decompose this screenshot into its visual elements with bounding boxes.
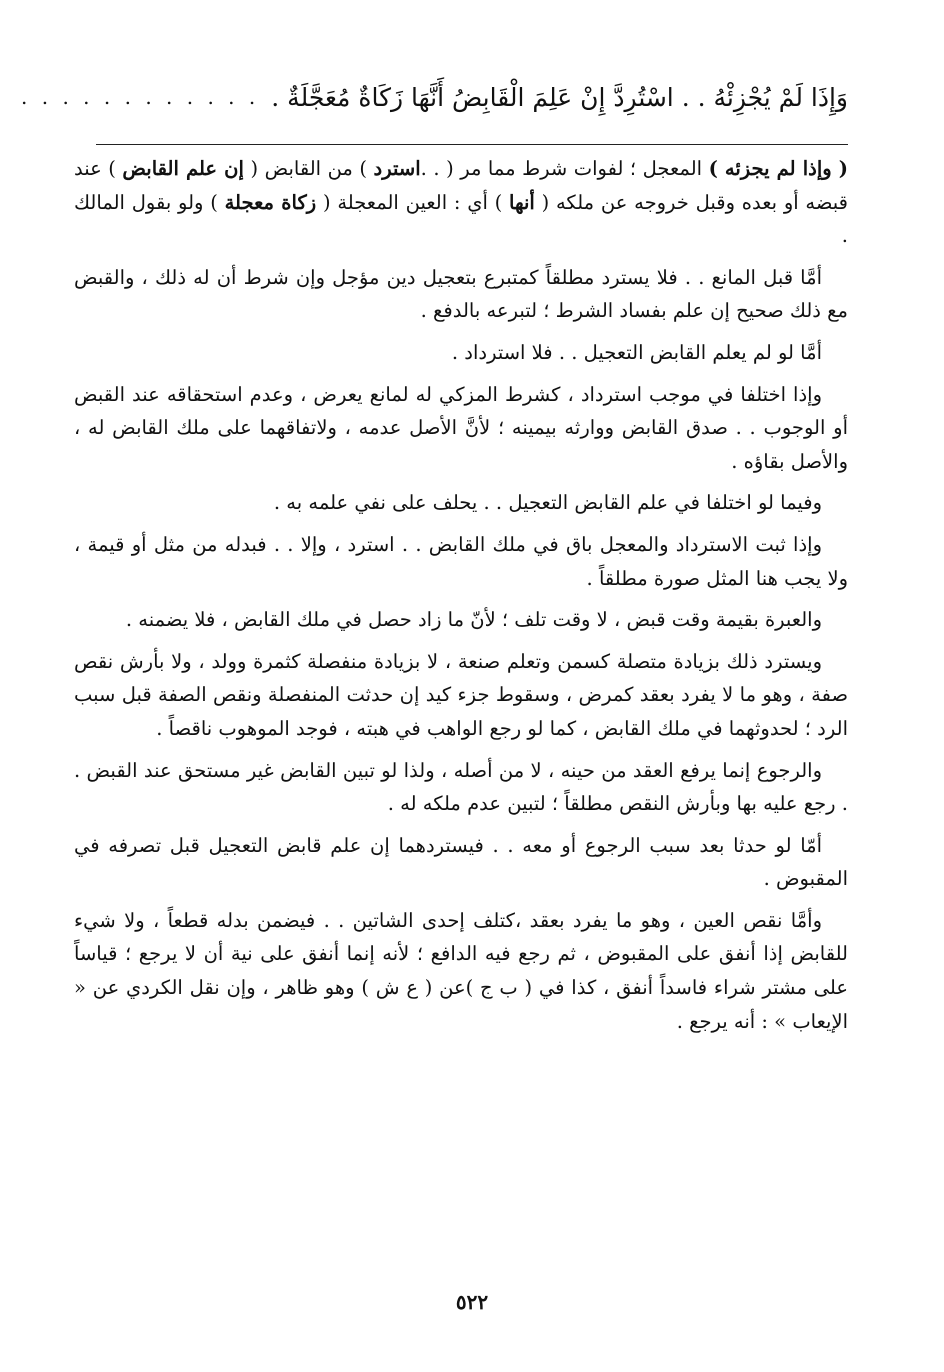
commentary-text: ) ولو بقول المالك .	[74, 190, 848, 248]
paragraph-7: والعبرة بقيمة وقت قبض ، لا وقت تلف ؛ لأنّ ما زاد حصل في ملك القابض ، فلا يضمنه .	[125, 608, 822, 632]
paragraph-8: ويسترد ذلك بزيادة متصلة كسمن وتعلم صنعة ، لا بزيادة منفصلة كثمرة وولد ، ولا بأرش نقص صفة ، وهو ما لا يفرد بعقد كمرض ، وسقوط جزء كيد إن حدثت المنفصلة ونقص الصفة قبل سبب الرد ؛ لحدوثهما في ملك القابض ، كما لو رجع الواهب في هبته ، فوجد الموهوب ناقصاً .	[74, 649, 848, 740]
paragraph-9: والرجوع إنما يرفع العقد من حينه ، لا من أصله ، ولذا لو تبين القابض غير مستحق عند القبض . . رجع عليه بها وبأرش النقص مطلقاً ؛ لتبين عدم ملكه له .	[74, 758, 848, 816]
matn-quote: ( وإذا لم يجزئه )	[708, 157, 848, 180]
header-title: وَإِذَا لَمْ يُجْزِئْهُ . . اسْتُرِدَّ إِنْ عَلِمَ الْقَابِضُ أَنَّهَا زَكَاةٌ مُعَجَّلَةٌ .	[271, 82, 848, 112]
paragraph-10: أمّا لو حدثا بعد سبب الرجوع أو معه . . فيستردهما إن علم قابض التعجيل قبل تصرفه في المقبوض .	[74, 833, 848, 891]
commentary-text: المعجل ؛ لفوات شرط مما مر ( . .	[420, 157, 709, 180]
matn-quote: زكاة معجلة	[224, 190, 317, 214]
paragraph-2: أمَّا قبل المانع . . فلا يسترد مطلقاً كمتبرع بتعجيل دين مؤجل وإن شرط أن له ذلك ، والقبض مع ذلك صحيح إن علم بفساد الشرط ؛ لتبرعه بالدفع .	[74, 265, 848, 323]
page-number: ٥٢٢	[455, 1290, 489, 1314]
paragraph-11: وأمَّا نقص العين ، وهو ما يفرد بعقد ،كتلف إحدى الشاتين . . فيضمن بدله قطعاً ، ولا شيء للقابض إذا أنفق على المقبوض ، ثم رجع فيه الدافع ؛ لأنه إنما أنفق على نية أن لا يرجع ؛ قياساً على مشتر شراء فاسداً أنفق ، كذا في ( ب ج )عن ( ع ش ) وهو ظاهر ، وإن نقل الكردي عن « الإيعاب » : أنه يرجع .	[74, 908, 848, 1033]
paragraph-6: وإذا ثبت الاسترداد والمعجل باق في ملك القابض . . استرد ، وإلا . . فبدله من مثل أو قيمة ، ولا يجب هنا المثل صورة مطلقاً .	[74, 532, 848, 590]
header-dots: . . . . . . . . . . . .	[21, 85, 260, 109]
paragraph-1	[74, 152, 848, 253]
header-divider	[96, 144, 848, 145]
commentary-text: ) عند قبضه أو بعده وقبل خروجه عن ملكه (	[74, 157, 848, 214]
commentary-text: ) من القابض (	[243, 157, 374, 180]
running-header	[21, 72, 848, 122]
matn-quote: إن علم القابض	[122, 157, 244, 180]
matn-quote: أنها	[509, 190, 535, 214]
paragraph-4: وإذا اختلفا في موجب استرداد ، كشرط المزكي له لمانع يعرض ، وعدم استحقاقه عند القبض أو الوجوب . . صدق القابض ووارثه بيمينه ؛ لأنَّ الأصل عدمه ، ولاتفاقهما على ملك القابض له ، والأصل بقاؤه .	[74, 382, 848, 473]
matn-quote: استرد	[373, 157, 421, 180]
commentary-text: ) أي : العين المعجلة (	[316, 190, 510, 214]
paragraph-5: وفيما لو اختلفا في علم القابض التعجيل . . يحلف على نفي علمه به .	[273, 491, 822, 515]
commentary-body	[74, 152, 848, 1046]
paragraph-3: أمَّا لو لم يعلم القابض التعجيل . . فلا استرداد .	[451, 340, 822, 364]
